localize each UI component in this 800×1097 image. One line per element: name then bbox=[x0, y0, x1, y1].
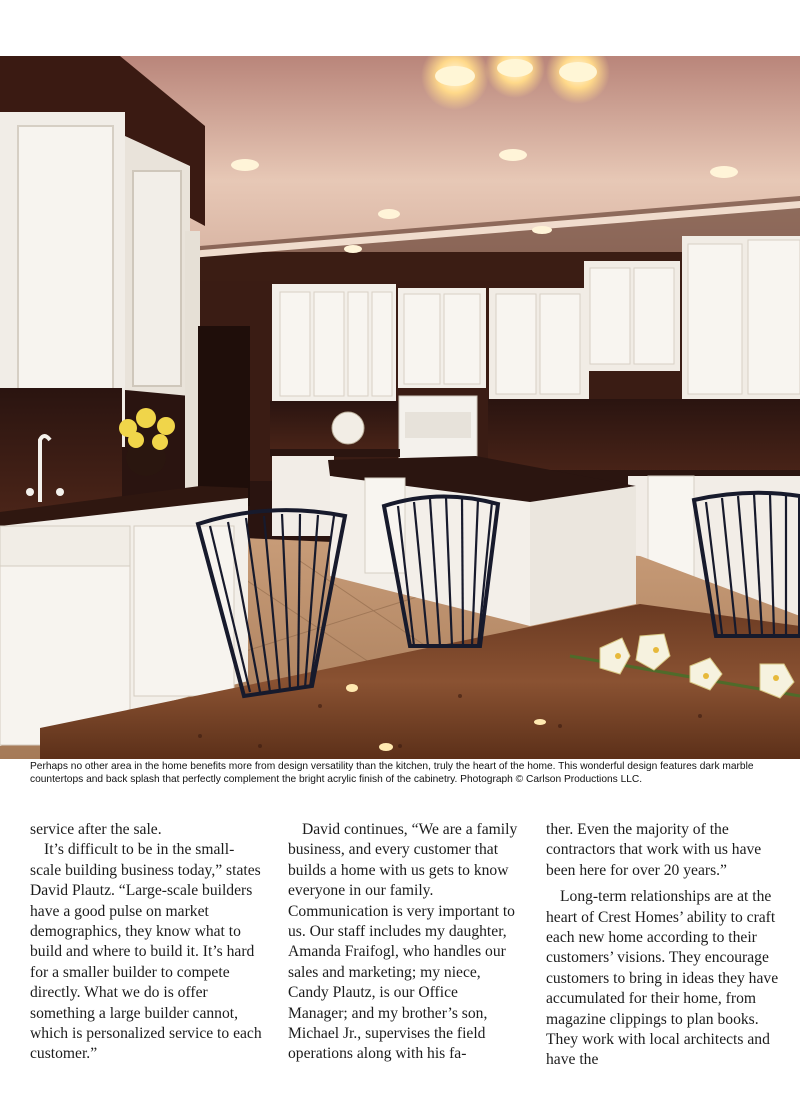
paragraph: ther. Even the majority of the contractors that work with us have been here for over 20 years.” bbox=[546, 821, 762, 879]
article-column-2 bbox=[288, 820, 520, 1065]
article-column-3 bbox=[546, 820, 782, 1071]
article-column-1 bbox=[30, 820, 262, 1065]
paragraph: service after the sale. bbox=[30, 821, 162, 838]
paragraph: Long-term relationships are at the heart of Crest Homes’ ability to craft each new home according to their customers’ visions. They encourage customers to bring in ideas they have accumulated for their home, from magazine clippings to plan books. They work with local architects and have the bbox=[546, 888, 779, 1069]
paragraph: David continues, “We are a family business, and every customer that builds a home with us gets to know everyone in our family. Communication is very important to us. Our staff includes my daughter, Amanda Fraifogl, who handles our sales and marketing; my niece, Candy Plautz, is our Office Manager; and my brother’s son, Michael Jr., supervises the field operations along with his fa- bbox=[288, 821, 518, 1063]
photo-caption: Perhaps no other area in the home benefits more from design versatility than the kitchen, truly the heart of the home. This wonderful design features dark marble countertops and back splash that perfectly complement the bright acrylic finish of the cabinetry. Photograph © Carlson Productions LLC. bbox=[30, 761, 754, 785]
paragraph: It’s difficult to be in the small-scale building business today,” states David Plautz. “Large-scale builders have a good pulse on market demographics, they know what to build and where to build it. It’s hard for a smaller builder to compete directly. What we do is offer something a large builder cannot, which is personalized service to each customer.” bbox=[30, 841, 262, 1063]
kitchen-photo bbox=[0, 56, 800, 759]
